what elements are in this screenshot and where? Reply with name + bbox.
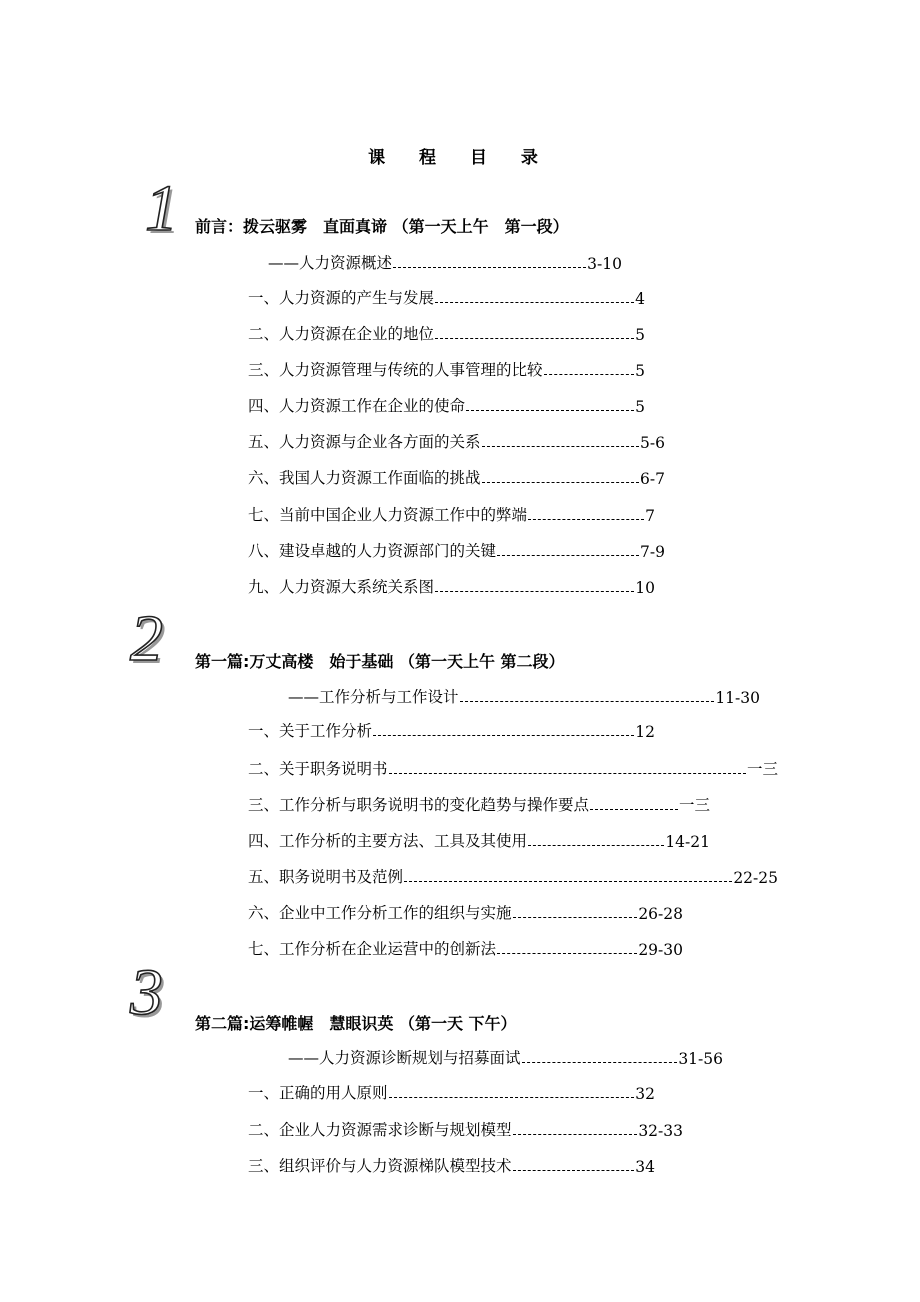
leader-dots [435, 591, 634, 592]
entry-label: 五、人力资源与企业各方面的关系 [248, 433, 481, 451]
toc-entry [248, 903, 683, 923]
toc-entry [248, 541, 665, 561]
toc-entry [248, 831, 710, 851]
section-heading: 第二篇:运筹帷幄 慧眼识英 （第一天 下午） [195, 1014, 517, 1033]
entry-page: 5-6 [640, 434, 665, 452]
entry-label: 四、工作分析的主要方法、工具及其使用 [248, 832, 528, 850]
leader-dots [497, 953, 637, 954]
leader-dots [590, 809, 678, 810]
toc-entry [248, 577, 655, 597]
leader-dots [373, 735, 634, 736]
leader-dots [389, 773, 746, 774]
toc-entry [248, 360, 645, 380]
toc-entry [248, 396, 645, 416]
section-heading: 第一篇:万丈高楼 始于基础 （第一天上午 第二段） [195, 652, 565, 671]
leader-dots [482, 446, 640, 447]
entry-page: 12 [635, 723, 655, 741]
entry-page: 4 [635, 290, 645, 308]
entry-label: 四、人力资源工作在企业的使命 [248, 397, 466, 415]
entry-label: 六、我国人力资源工作面临的挑战 [248, 469, 481, 487]
entry-label: 八、建设卓越的人力资源部门的关键 [248, 542, 497, 560]
leader-dots [404, 881, 732, 882]
toc-entry [248, 1083, 655, 1103]
entry-page: 14-21 [665, 833, 710, 851]
leader-dots [513, 917, 638, 918]
entry-label: 二、关于职务说明书 [248, 760, 388, 778]
leader-dots [544, 374, 635, 375]
entry-page: 5 [635, 362, 645, 380]
entry-label: 一、人力资源的产生与发展 [248, 289, 435, 307]
entry-label: 七、工作分析在企业运营中的创新法 [248, 940, 497, 958]
section-heading: 前言：拨云驱雾 直面真谛 （第一天上午 第一段） [195, 217, 569, 236]
leader-dots [513, 1170, 635, 1171]
section-subtitle [268, 253, 622, 273]
leader-dots [528, 845, 664, 846]
entry-label: 二、企业人力资源需求诊断与规划模型 [248, 1121, 512, 1139]
leader-dots [482, 482, 640, 483]
leader-dots [435, 302, 634, 303]
leader-dots [522, 1062, 678, 1063]
entry-label: 六、企业中工作分析工作的组织与实施 [248, 904, 512, 922]
entry-page: 34 [635, 1158, 655, 1176]
entry-label: 二、人力资源在企业的地位 [248, 325, 435, 343]
section-numeral: 2 [130, 602, 163, 675]
entry-page: 7 [645, 507, 655, 525]
entry-page: 5 [635, 326, 645, 344]
leader-dots [513, 1134, 638, 1135]
entry-label: 五、职务说明书及范例 [248, 868, 404, 886]
entry-page: 7-9 [640, 543, 665, 561]
entry-page: 5 [635, 398, 645, 416]
entry-label: ——人力资源概述 [268, 254, 393, 272]
entry-page: 31-56 [678, 1050, 723, 1068]
leader-dots [528, 519, 644, 520]
entry-page: 32-33 [638, 1122, 683, 1140]
leader-dots [466, 410, 634, 411]
entry-page: 11-30 [715, 689, 760, 707]
toc-entry [248, 432, 665, 452]
section-numeral: 3 [130, 956, 163, 1029]
entry-label: 三、工作分析与职务说明书的变化趋势与操作要点 [248, 796, 590, 814]
entry-page: 6-7 [640, 470, 665, 488]
entry-label: 三、人力资源管理与传统的人事管理的比较 [248, 361, 543, 379]
entry-page: 3-10 [587, 255, 622, 273]
leader-dots [497, 555, 639, 556]
toc-entry [248, 324, 645, 344]
entry-page: 32 [635, 1085, 655, 1103]
toc-entry [248, 288, 645, 308]
entry-label: 九、人力资源大系统关系图 [248, 578, 435, 596]
toc-entry [248, 1120, 683, 1140]
page-title: 课 程 目 录 [368, 148, 552, 168]
entry-page: 29-30 [638, 941, 683, 959]
toc-entry [248, 505, 655, 525]
toc-entry [248, 468, 665, 488]
section-subtitle [288, 1048, 723, 1068]
toc-entry [248, 795, 710, 815]
toc-entry [248, 939, 683, 959]
entry-label: 三、组织评价与人力资源梯队模型技术 [248, 1157, 512, 1175]
leader-dots [389, 1097, 635, 1098]
entry-page: 26-28 [638, 905, 683, 923]
leader-dots [435, 338, 634, 339]
leader-dots [393, 267, 586, 268]
entry-page: 10 [635, 579, 655, 597]
entry-label: 七、当前中国企业人力资源工作中的弊端 [248, 506, 528, 524]
toc-entry [248, 867, 778, 887]
entry-label: ——人力资源诊断规划与招募面试 [288, 1049, 521, 1067]
entry-label: 一、关于工作分析 [248, 722, 373, 740]
entry-label: ——工作分析与工作设计 [288, 688, 459, 706]
leader-dots [460, 701, 715, 702]
toc-entry [248, 759, 778, 779]
section-subtitle [288, 687, 760, 707]
toc-entry [248, 1156, 655, 1176]
toc-entry [248, 721, 655, 741]
entry-label: 一、正确的用人原则 [248, 1084, 388, 1102]
entry-page: 一三 [678, 796, 710, 814]
entry-page: 一三 [746, 760, 778, 778]
entry-page: 22-25 [733, 869, 778, 887]
section-numeral: 1 [145, 172, 178, 245]
